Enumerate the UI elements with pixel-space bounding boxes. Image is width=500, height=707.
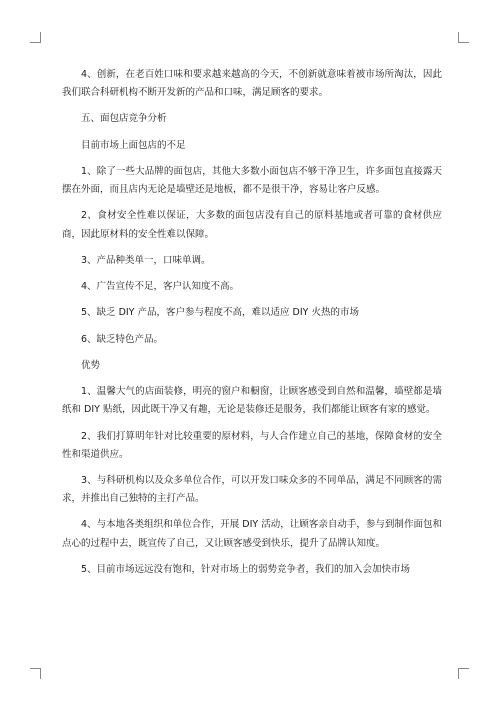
subheading-advantages: 优势 <box>81 359 101 371</box>
document-body <box>62 66 442 579</box>
shortcoming-item-1: 1、除了一些大品牌的面包店，其他大多数小面包店不够干净卫生，许多面包直接露天摆在外面，而且店内无论是墙壁还是地板，都不是很干净，容易让客户反感。 <box>62 165 442 196</box>
crop-mark-bottom-right <box>458 668 469 679</box>
shortcoming-item-2: 2、食材安全性难以保证，大多数的面包店没有自己的原料基地或者可靠的食材供应商，因此原材料的安全性难以保障。 <box>62 210 442 240</box>
paragraph-innovation: 4、创新，在老百姓口味和要求越来越高的今天，不创新就意味着被市场所淘汰，因此我们联合科研机构不断开发新的产品和口味，满足顾客的要求。 <box>62 69 442 99</box>
advantage-item-3: 3、与科研机构以及众多单位合作，可以开发口味众多的不同单品，满足不同顾客的需求，并推出自己独特的主打产品。 <box>62 474 442 505</box>
shortcoming-item-5: 5、缺乏 DIY 产品，客户参与程度不高，难以适应 DIY 火热的市场 <box>81 307 359 319</box>
crop-mark-top-left <box>30 32 41 43</box>
advantage-item-5: 5、目前市场远远没有饱和，针对市场上的弱势竞争者，我们的加入会加快市场 <box>81 563 411 575</box>
crop-mark-bottom-left <box>30 668 41 679</box>
shortcoming-item-4: 4、广告宣传不足，客户认知度不高。 <box>81 281 240 293</box>
subheading-shortcomings: 目前市场上面包店的不足 <box>81 139 186 151</box>
advantage-item-2: 2、我们打算明年针对比较重要的原材料，与人合作建立自己的基地，保障食材的安全性和渠道供应。 <box>62 430 442 460</box>
crop-mark-top-right <box>458 32 469 43</box>
section-heading-competition-analysis: 五、面包店竞争分析 <box>81 113 167 125</box>
advantage-item-1: 1、温馨大气的店面装修，明亮的窗户和橱窗，让顾客感受到自然和温馨，墙壁都是墙纸和 DIY 贴纸，因此既干净又有趣，无论是装修还是服务，我们都能让顾客有家的感觉。 <box>62 386 442 416</box>
shortcoming-item-3: 3、产品种类单一，口味单调。 <box>81 254 211 266</box>
advantage-item-4: 4、与本地各类组织和单位合作，开展 DIY 活动，让顾客亲自动手，参与到制作面包和点心的过程中去，既宣传了自己，又让顾客感受到快乐，提升了品牌认知度。 <box>62 519 442 549</box>
shortcoming-item-6: 6、缺乏特色产品。 <box>81 333 164 345</box>
